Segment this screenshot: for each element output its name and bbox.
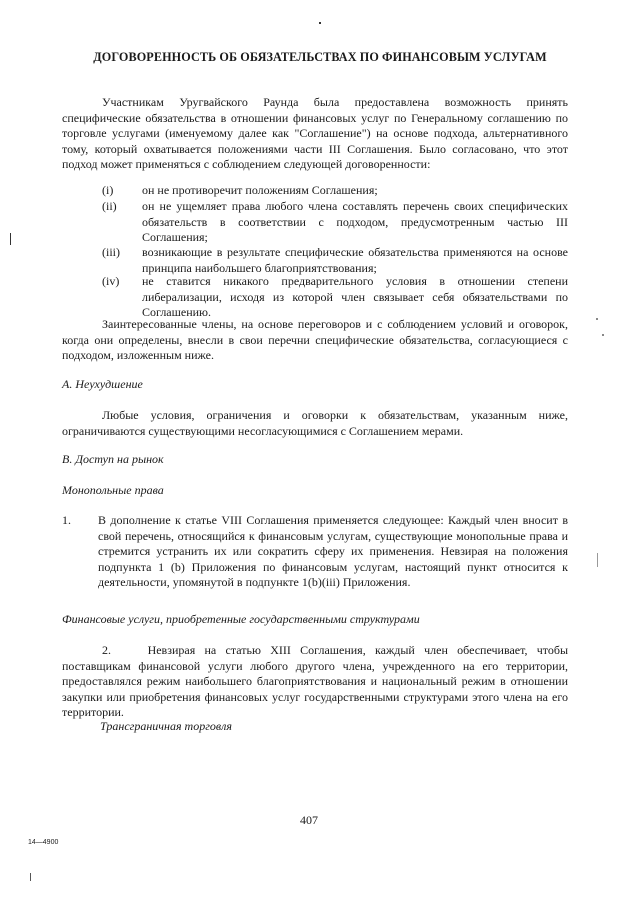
crossborder-heading: Трансграничная торговля	[100, 719, 232, 733]
section-b-heading: В. Доступ на рынок	[62, 452, 164, 466]
scan-speck	[30, 873, 31, 881]
interested-paragraph: Заинтересованные члены, на основе переговоров и с соблюдением условий и оговорок, когда они определены, внесли в свои перечни специфические обязательства, согласующиеся с подходом, изложенным ниже.	[62, 317, 568, 363]
scan-margin-line	[10, 233, 11, 245]
condition-item	[102, 183, 568, 199]
scan-speck	[596, 318, 598, 320]
scan-speck	[319, 22, 321, 24]
condition-number: (iii)	[102, 245, 120, 259]
page-number: 407	[300, 813, 318, 827]
document-code: 14—4900	[28, 839, 59, 846]
scan-margin-line	[597, 553, 598, 567]
condition-item	[102, 199, 568, 246]
paragraph-text: В дополнение к статье VIII Соглашения применяется следующее: Каждый член вносит в свой перечень, относящийся к финансовым услугам, существующие монопольные права и стремится устранить их или сократить сферу их применения. Невзирая на положения подпункта 1 (b) Приложения по финансовым услугам, настоящий пункт относится к деятельности, упомянутой в подпункте 1(b)(iii) Приложения.	[98, 513, 568, 590]
condition-text: возникающие в результате специфические обязательства применяются на основе принципа наибольшего благоприятствования;	[142, 245, 568, 275]
paragraph-number: 1.	[62, 513, 71, 527]
condition-number: (ii)	[102, 199, 117, 213]
condition-item	[102, 245, 568, 276]
condition-text: не ставится никакого предварительного условия в отношении степени либерализации, исходя из которой член связывает себя обязательствами по Соглашению.	[142, 274, 568, 320]
condition-item	[102, 274, 568, 321]
section-a-text: Любые условия, ограничения и оговорки к обязательствам, указанным ниже, ограничиваются существующими несогласующимися с Соглашением мерами.	[62, 408, 568, 438]
section-a-heading: А. Неухудшение	[62, 377, 143, 391]
condition-number: (iv)	[102, 274, 120, 288]
paragraph-2	[62, 643, 568, 721]
monopoly-heading: Монопольные права	[62, 483, 164, 497]
condition-text: он не противоречит положениям Соглашения;	[142, 183, 378, 197]
paragraph-text: Невзирая на статью XIII Соглашения, каждый член обеспечивает, чтобы поставщикам финансовой услуги любого другого члена, учрежденного на его территории, предоставлялся режим наибольшего благоприятствования и национальный режим в отношении закупки или приобретения финансовых услуг государственными структурами этого члена на его территории.	[62, 643, 569, 720]
condition-text: он не ущемляет права любого члена составлять перечень своих специфических обязательств в соответствии с подходом, предусмотренным частью III Соглашения;	[142, 199, 568, 245]
condition-number: (i)	[102, 183, 114, 197]
paragraph-1	[62, 513, 568, 591]
document-title: ДОГОВОРЕННОСТЬ ОБ ОБЯЗАТЕЛЬСТВАХ ПО ФИНАНСОВЫМ УСЛУГАМ	[93, 50, 547, 64]
paragraph-number: 2.	[102, 643, 111, 657]
gov-procurement-heading: Финансовые услуги, приобретенные государственными структурами	[62, 612, 420, 626]
intro-paragraph: Участникам Уругвайского Раунда была предоставлена возможность принять специфические обязательства в отношении финансовых услуг по Генеральному соглашению по торговле услугами (именуемому далее как "Соглашение") на основе подхода, альтернативного тому, который охватывается положениями части III Соглашения. Было согласовано, что этот подход может применяться с соблюдением следующей договоренности:	[62, 95, 568, 172]
scan-speck	[602, 334, 604, 336]
